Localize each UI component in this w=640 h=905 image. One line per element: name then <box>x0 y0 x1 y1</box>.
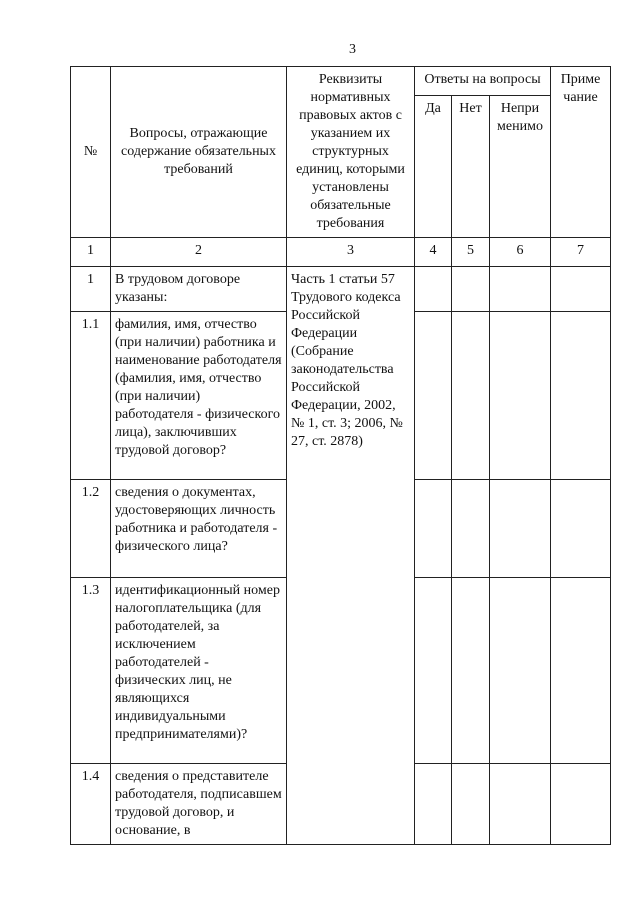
note-cell[interactable] <box>551 764 611 845</box>
answer-yes-cell[interactable] <box>415 480 452 578</box>
note-cell[interactable] <box>551 480 611 578</box>
table-row <box>71 267 611 312</box>
answer-no-cell[interactable] <box>452 578 490 764</box>
answer-yes-cell[interactable] <box>415 764 452 845</box>
header-no: № <box>71 67 111 238</box>
row-question: фамилия, имя, отчество (при наличии) работника и наименование работодателя (фамилия, имя, отчество (при наличии) работодателя - физического лица), заключивших трудовой договор? <box>111 312 287 480</box>
row-number: 1 <box>71 267 111 312</box>
answer-yes-cell[interactable] <box>415 312 452 480</box>
header-requisites: Реквизиты нормативных правовых актов с указанием их структурных единиц, которыми установлены обязательные требования <box>287 67 415 238</box>
row-number: 1.4 <box>71 764 111 845</box>
row-question: идентификационный номер налогоплательщика (для работодателей, за исключением работодателей - физических лиц, не являющихся индивидуальными предпринимателями)? <box>111 578 287 764</box>
row-question: сведения о документах, удостоверяющих личность работника и работодателя - физического лица? <box>111 480 287 578</box>
header-not-applicable: Непри менимо <box>490 96 551 238</box>
column-number: 1 <box>71 238 111 267</box>
answer-no-cell[interactable] <box>452 480 490 578</box>
requirements-table <box>70 66 611 845</box>
answer-yes-cell[interactable] <box>415 267 452 312</box>
answer-no-cell[interactable] <box>452 764 490 845</box>
answer-na-cell[interactable] <box>490 480 551 578</box>
header-question: Вопросы, отражающие содержание обязательных требований <box>111 67 287 238</box>
header-yes: Да <box>415 96 452 238</box>
note-cell[interactable] <box>551 312 611 480</box>
answer-na-cell[interactable] <box>490 578 551 764</box>
answer-no-cell[interactable] <box>452 267 490 312</box>
column-number: 2 <box>111 238 287 267</box>
header-answers: Ответы на вопросы <box>415 67 551 96</box>
column-number: 4 <box>415 238 452 267</box>
answer-no-cell[interactable] <box>452 312 490 480</box>
row-number: 1.3 <box>71 578 111 764</box>
header-no-answer: Нет <box>452 96 490 238</box>
row-number: 1.1 <box>71 312 111 480</box>
column-number: 5 <box>452 238 490 267</box>
answer-na-cell[interactable] <box>490 764 551 845</box>
column-numbers-row <box>71 238 611 267</box>
column-number: 6 <box>490 238 551 267</box>
answer-yes-cell[interactable] <box>415 578 452 764</box>
answer-na-cell[interactable] <box>490 312 551 480</box>
row-question: В трудовом договоре указаны: <box>111 267 287 312</box>
column-number: 3 <box>287 238 415 267</box>
page-number: 3 <box>349 42 356 57</box>
row-number: 1.2 <box>71 480 111 578</box>
note-cell[interactable] <box>551 267 611 312</box>
row-question: сведения о представителе работодателя, подписавшем трудовой договор, и основание, в <box>111 764 287 845</box>
column-number: 7 <box>551 238 611 267</box>
requisites-cell: Часть 1 статьи 57 Трудового кодекса Российской Федерации (Собрание законодательства Российской Федерации, 2002, № 1, ст. 3; 2006, № 27, ст. 2878) <box>287 267 415 845</box>
header-note: Приме чание <box>551 67 611 238</box>
answer-na-cell[interactable] <box>490 267 551 312</box>
note-cell[interactable] <box>551 578 611 764</box>
